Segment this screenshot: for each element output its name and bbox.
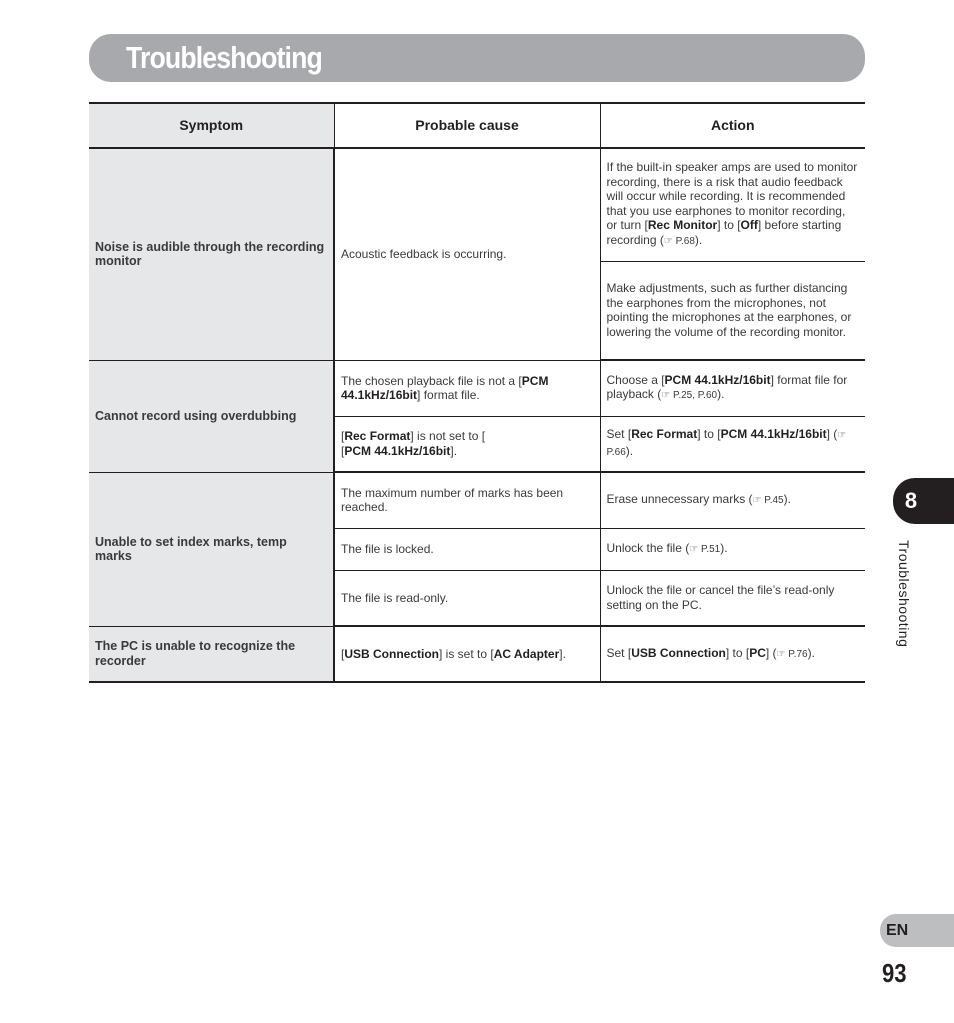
- symptom-cell: Cannot record using overdubbing: [89, 360, 334, 472]
- page-reference-icon: ☞: [689, 543, 699, 555]
- page-number: 93: [882, 958, 907, 988]
- cause-cell: The file is read-only.: [334, 570, 600, 626]
- action-cell: If the built-in speaker amps are used to monitor recording, there is a risk that audio feedback will occur while recording. It is recommended that you use earphones to monitor recording, or turn [Rec Monitor] to [Off] before starting recording (☞ P.68).: [600, 148, 865, 261]
- table-row: [89, 626, 865, 682]
- action-cell: Set [USB Connection] to [PC] (☞ P.76).: [600, 626, 865, 682]
- chapter-number: 8: [904, 488, 918, 513]
- table-row: [89, 360, 865, 416]
- table-header-row: [89, 103, 865, 148]
- language-label: EN: [886, 922, 909, 939]
- chapter-tab: [893, 478, 954, 524]
- action-cell: Unlock the file or cancel the file’s read-only setting on the PC.: [600, 570, 865, 626]
- action-cell: Make adjustments, such as further distancing the earphones from the microphones, not pointing the microphones at the earphones, or lowering the volume of the recording monitor.: [600, 261, 865, 360]
- header-symptom: Symptom: [89, 103, 334, 148]
- page-reference-icon: ☞: [752, 495, 762, 506]
- troubleshooting-table: [89, 102, 865, 683]
- title-bar: [89, 34, 865, 82]
- language-tab: [880, 914, 954, 947]
- action-cell: Unlock the file (☞ P.51).: [600, 528, 865, 570]
- cause-cell: The chosen playback file is not a [PCM 44.1kHz/16bit] format file.: [334, 360, 600, 416]
- action-cell: Erase unnecessary marks (☞ P.45).: [600, 472, 865, 528]
- page-reference-icon: ☞: [837, 430, 847, 442]
- chapter-side-label: Troubleshooting: [896, 540, 912, 648]
- page-reference-icon: ☞: [663, 235, 673, 247]
- action-cell: Choose a [PCM 44.1kHz/16bit] format file for playback (☞ P.25, P.60).: [600, 360, 865, 416]
- page-title: Troubleshooting: [126, 40, 322, 75]
- symptom-cell: The PC is unable to recognize the recorder: [89, 626, 334, 682]
- cause-cell: The file is locked.: [334, 528, 600, 570]
- symptom-cell: Unable to set index marks, temp marks: [89, 472, 334, 626]
- page-reference-icon: ☞: [776, 648, 786, 660]
- page-reference-icon: ☞: [661, 390, 671, 402]
- action-cell: Set [Rec Format] to [PCM 44.1kHz/16bit] (☞ P.66).: [600, 416, 865, 472]
- cause-cell: [Rec Format] is not set to [ [PCM 44.1kHz/16bit].: [334, 416, 600, 472]
- cause-cell: Acoustic feedback is occurring.: [334, 148, 600, 360]
- header-probable-cause: Probable cause: [334, 103, 600, 148]
- table-row: [89, 148, 865, 261]
- cause-cell: The maximum number of marks has been reached.: [334, 472, 600, 528]
- header-action: Action: [600, 103, 865, 148]
- symptom-cell: Noise is audible through the recording monitor: [89, 148, 334, 360]
- cause-cell: [USB Connection] is set to [AC Adapter].: [334, 626, 600, 682]
- table-row: [89, 472, 865, 528]
